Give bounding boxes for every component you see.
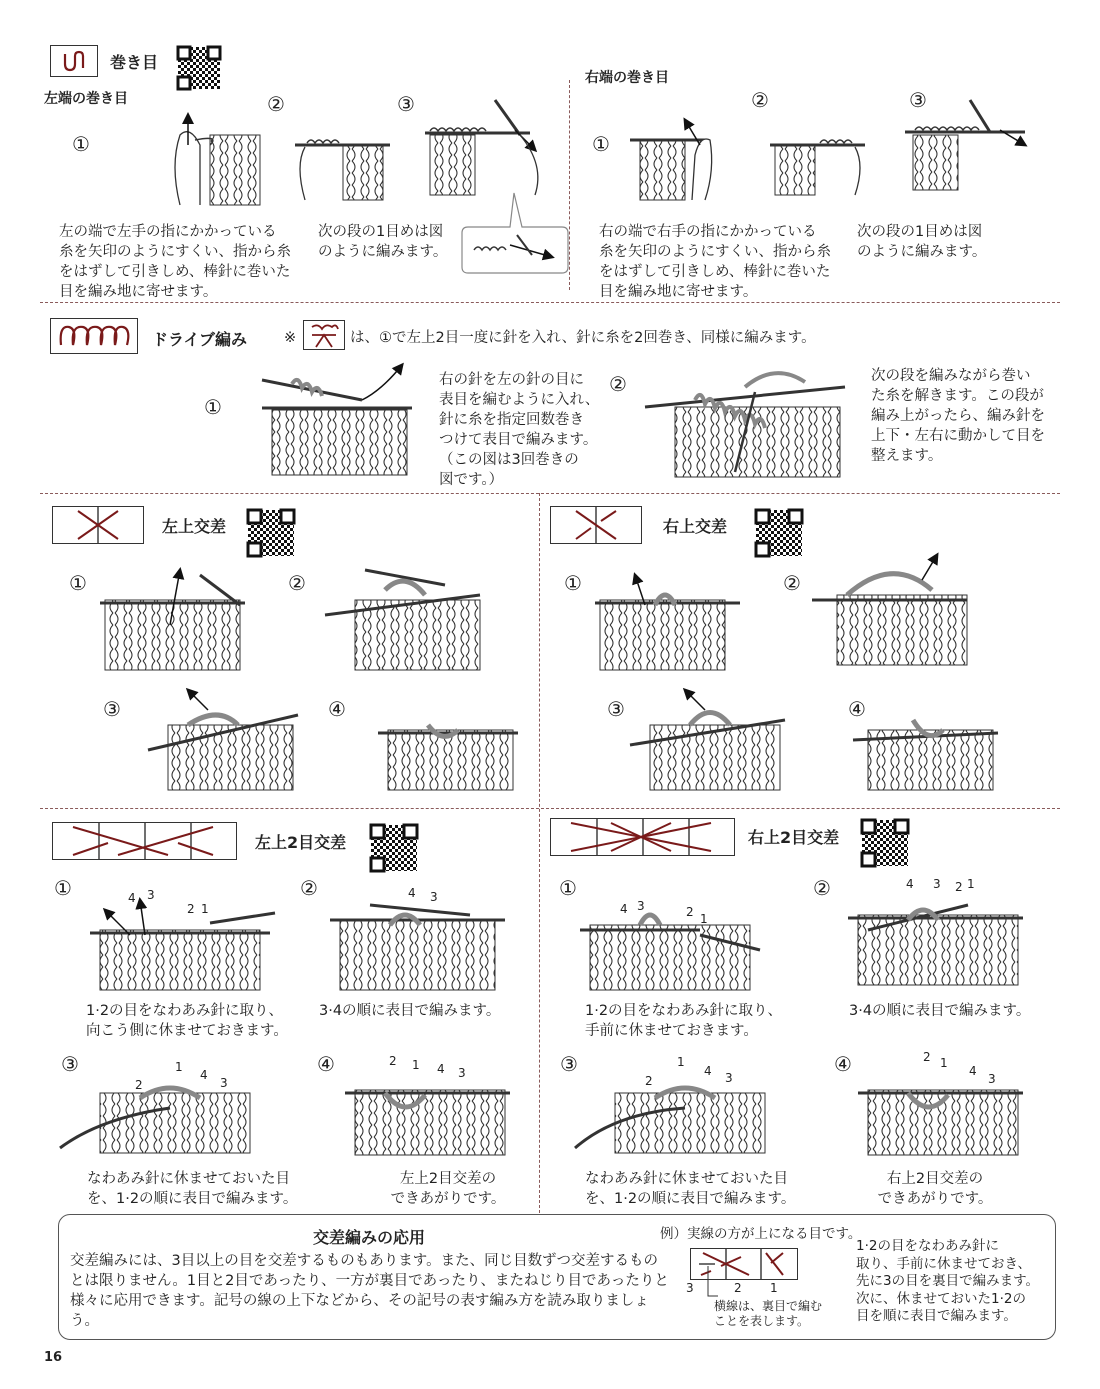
qr-code-icon (756, 510, 802, 556)
step-marker: ② (300, 876, 318, 900)
stitch-label: 4 (128, 891, 136, 905)
application-side-text: 1·2の目をなわあみ針に 取り、手前に休ませておき、 先に3の目を裏目で編みます。 次に、休ませておいた1·2の 目を順に表目で編みます。 (856, 1238, 1040, 1324)
section-divider (569, 80, 570, 290)
right-cross-2-text-3: なわあみ針に休ませておいた目 を、1·2の順に表目で編みます。 (585, 1171, 796, 1207)
example-pointer (700, 1266, 720, 1302)
stitch-label: 2 (187, 902, 195, 916)
left-cross-2-illustration-1 (90, 895, 280, 995)
left-cast-on-text-1: 左の端で左手の指にかかっている 糸を矢印のようにすくい、指から糸 をはずして引きしめ、棒針に巻いた 目を編み地に寄せます。 (59, 224, 291, 300)
step-marker: ① (72, 132, 90, 156)
right-cross-illustration-3 (630, 685, 790, 795)
drive-stitch-title: ドライブ編み (152, 330, 248, 349)
step-marker: ④ (834, 1052, 852, 1076)
stitch-label: 2 (645, 1074, 653, 1088)
stitch-label: 4 (200, 1068, 208, 1082)
cast-on-illustration-right-2 (770, 125, 870, 205)
loop-symbol-icon (51, 46, 97, 76)
stitch-label: 3 (147, 888, 155, 902)
step-marker: ③ (61, 1052, 79, 1076)
step-marker: ③ (103, 697, 121, 721)
step-marker: ② (267, 92, 285, 116)
drive-stitch-symbol (50, 318, 138, 354)
right-cross-2-text-4: 右上2目交差の できあがりです。 (877, 1171, 993, 1207)
qr-code-icon (248, 510, 294, 556)
application-body: 交差編みには、3目以上の目を交差するものもあります。また、同じ目数ずつ交差するもの とは限りません。1目と2目であったり、一方が裏目であったり、またねじり目であったりと 様々に応用できます。記号の線の上下などから、その記号の表す編み方を読み取りましょう。 (70, 1253, 669, 1329)
step-marker: ② (751, 88, 769, 112)
left-cross-2-text-3: なわあみ針に休ませておいた目 を、1·2の順に表目で編みます。 (87, 1171, 298, 1207)
example-label: 1 (770, 1281, 778, 1295)
left-cross-illustration-3 (148, 685, 303, 795)
stitch-label: 3 (220, 1076, 228, 1090)
stitch-label: 4 (906, 877, 914, 891)
right-cross-2-title: 右上2目交差 (748, 828, 840, 847)
left-cross-2-illustration-2 (330, 895, 510, 995)
step-marker: ② (813, 876, 831, 900)
left-cross-2-text-2: 3·4の順に表目で編みます。 (319, 1003, 501, 1019)
example-note: 横線は、裏目で編む ことを表します。 (714, 1299, 823, 1328)
left-cast-on-subtitle: 左端の巻き目 (44, 91, 128, 107)
stitch-label: 3 (430, 890, 438, 904)
stitch-label: 1 (940, 1056, 948, 1070)
section-divider (539, 493, 540, 1213)
stitch-label: 3 (458, 1066, 466, 1080)
stitch-label: 3 (725, 1071, 733, 1085)
right-cross-2-icon (551, 819, 734, 855)
stitch-label: 3 (637, 899, 645, 913)
cast-on-illustration-left-2 (295, 125, 395, 205)
stitch-label: 1 (175, 1060, 183, 1074)
right-cross-title: 右上交差 (663, 517, 728, 536)
stitch-label: 2 (389, 1054, 397, 1068)
right-cross-illustration-4 (853, 695, 1003, 795)
stitch-label: 1 (700, 912, 708, 926)
right-cross-illustration-2 (812, 555, 972, 670)
cast-on-illustration-right-1 (630, 110, 750, 210)
stitch-label: 4 (408, 886, 416, 900)
qr-code-icon (178, 47, 220, 89)
right-cross-symbol (550, 506, 642, 544)
drive-text-2: 次の段を編みながら巻い た糸を解きます。この段が 編み上がったら、編み針を 上下・左右に動かして目を 整えます。 (871, 368, 1045, 464)
application-title: 交差編みの応用 (313, 1228, 426, 1247)
left-cross-2-symbol (52, 822, 237, 860)
cast-on-symbol (50, 45, 98, 77)
step-marker: ④ (848, 697, 866, 721)
drive-illustration-1 (262, 360, 422, 480)
stitch-label: 2 (955, 880, 963, 894)
right-cast-on-text-2: 次の段の1目めは図 のように編みます。 (857, 224, 987, 260)
right-cross-2-illustration-2 (848, 890, 1028, 990)
left-cross-illustration-1 (100, 565, 250, 675)
right-cast-on-subtitle: 右端の巻き目 (585, 70, 669, 86)
step-marker: ① (204, 395, 222, 419)
section-divider (40, 493, 1060, 494)
left-cross-illustration-2 (325, 560, 485, 675)
right-cross-illustration-1 (595, 565, 745, 675)
example-label: 2 (734, 1281, 742, 1295)
cast-on-illustration-right-3 (905, 100, 1035, 200)
step-marker: ④ (328, 697, 346, 721)
right-cross-icon (551, 507, 641, 543)
stitch-label: 4 (704, 1064, 712, 1078)
drive-text-1: 右の針を左の針の目に 表目を編むように入れ、 針に糸を指定回数巻き つけて表目で編みます。 （この図は3回巻きの 図です。） (439, 372, 600, 488)
step-marker: ② (609, 372, 627, 396)
stitch-label: 4 (437, 1062, 445, 1076)
qr-code-icon (371, 825, 417, 871)
qr-code-icon (862, 820, 908, 866)
step-marker: ③ (607, 697, 625, 721)
right-cross-2-text-1: 1·2の目をなわあみ針に取り、 手前に休ませておきます。 (585, 1003, 783, 1039)
double-wrap-symbol-icon (304, 321, 344, 349)
stitch-label: 2 (923, 1050, 931, 1064)
example-label: 3 (686, 1281, 694, 1295)
step-marker: ② (783, 571, 801, 595)
step-marker: ④ (317, 1052, 335, 1076)
stitch-label: 1 (412, 1058, 420, 1072)
example-caption: 例）実線の方が上になる目です。 (660, 1226, 862, 1242)
drive-note-text: は、①で左上2目一度に針を入れ、針に糸を2回巻き、同様に編みます。 (350, 330, 816, 346)
stitch-label: 2 (686, 905, 694, 919)
cast-on-illustration-left-1 (140, 105, 270, 215)
right-cross-2-illustration-1 (580, 895, 780, 995)
right-cross-2-illustration-3 (575, 1068, 775, 1163)
left-cross-title: 左上交差 (162, 517, 227, 536)
stitch-label: 1 (967, 877, 975, 891)
left-cross-2-illustration-4 (345, 1065, 515, 1160)
step-marker: ③ (397, 92, 415, 116)
stitch-label: 1 (201, 902, 209, 916)
drive-illustration-2 (645, 352, 855, 482)
left-cross-2-illustration-3 (60, 1068, 260, 1158)
step-marker: ③ (909, 88, 927, 112)
step-marker: ① (69, 571, 87, 595)
right-cross-2-text-2: 3·4の順に表目で編みます。 (849, 1003, 1031, 1019)
left-cast-on-text-2: 次の段の1目めは図 のように編みます。 (318, 224, 448, 260)
step-marker: ③ (560, 1052, 578, 1076)
left-cross-symbol (52, 506, 144, 544)
section-divider (40, 302, 1060, 303)
right-cross-2-symbol (550, 818, 735, 856)
step-marker: ① (592, 132, 610, 156)
step-marker: ① (559, 876, 577, 900)
left-cross-icon (53, 507, 143, 543)
step-marker: ② (288, 571, 306, 595)
left-cross-2-icon (53, 823, 236, 859)
stitch-label: 3 (988, 1072, 996, 1086)
stitch-label: 4 (969, 1064, 977, 1078)
right-cast-on-text-1: 右の端で右手の指にかかっている 糸を矢印のようにすくい、指から糸 をはずして引きしめ、棒針に巻いた 目を編み地に寄せます。 (599, 224, 831, 300)
left-cross-2-text-4: 左上2目交差の できあがりです。 (390, 1171, 506, 1207)
stitch-label: 2 (135, 1078, 143, 1092)
triple-loop-symbol-icon (51, 319, 137, 353)
section-divider (40, 808, 1060, 809)
step-marker: ① (564, 571, 582, 595)
stitch-label: 4 (620, 902, 628, 916)
drive-note-symbol (303, 320, 345, 350)
stitch-label: 1 (677, 1055, 685, 1069)
step-marker: ① (54, 876, 72, 900)
left-cross-illustration-4 (378, 695, 523, 795)
left-cross-2-text-1: 1·2の目をなわあみ針に取り、 向こう側に休ませておきます。 (86, 1003, 288, 1039)
right-cross-2-illustration-4 (858, 1065, 1028, 1160)
drive-note-mark: ※ (284, 330, 297, 346)
cast-on-title: 巻き目 (110, 53, 159, 72)
page-number: 16 (44, 1350, 63, 1365)
stitch-label: 3 (933, 877, 941, 891)
left-cross-2-title: 左上2目交差 (255, 833, 347, 852)
